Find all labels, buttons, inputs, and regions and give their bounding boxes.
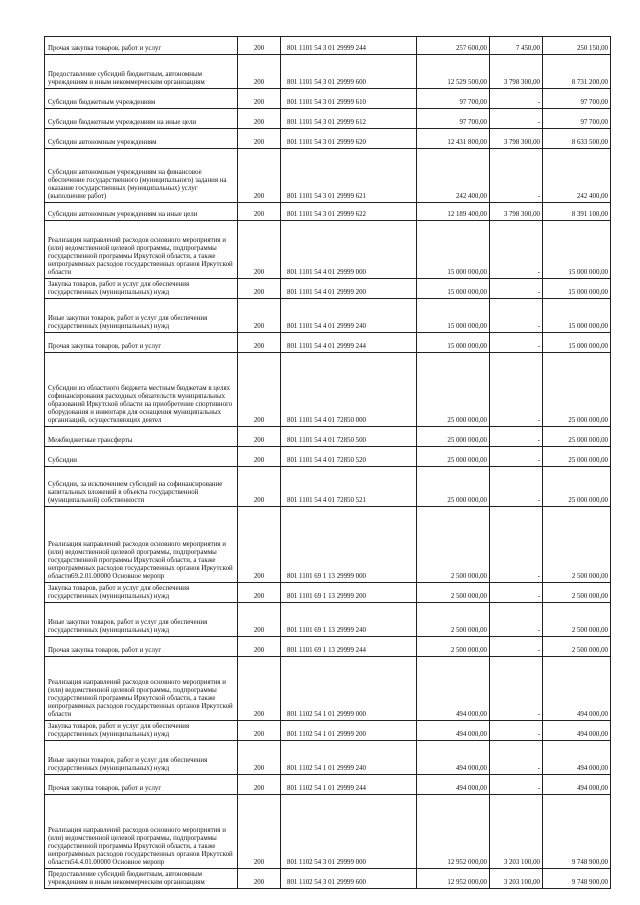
approved-amount: 494 000,00 — [417, 721, 490, 741]
approved-amount: 97 700,00 — [417, 109, 490, 129]
budget-item-name: Реализация направлений расходов основного мероприятия и (или) ведомственной целевой программы, подпрограммы государственной программы Иркутской области, а также непрограммных расходов государственных органов Иркутской области54.4.01.00000 Основное меропр — [45, 795, 238, 869]
table-row — [45, 149, 611, 203]
remaining-amount: 8 633 500,00 — [543, 129, 611, 149]
table-row — [45, 721, 611, 741]
line-code: 200 — [238, 447, 281, 467]
table-row — [45, 657, 611, 721]
approved-amount: 257 600,00 — [417, 37, 490, 55]
approved-amount: 494 000,00 — [417, 741, 490, 775]
budget-classification-code: 801 1101 54 3 01 29999 600 — [281, 55, 417, 89]
line-code: 200 — [238, 299, 281, 333]
table-row — [45, 741, 611, 775]
line-code: 200 — [238, 467, 281, 507]
budget-item-name: Предоставление субсидий бюджетным, автономным учреждениям и иным некоммерческим организациям — [45, 869, 238, 889]
line-code: 200 — [238, 203, 281, 221]
line-code: 200 — [238, 55, 281, 89]
table-row — [45, 55, 611, 89]
executed-amount: - — [490, 657, 543, 721]
approved-amount: 15 000 000,00 — [417, 279, 490, 299]
budget-item-name: Реализация направлений расходов основного мероприятия и (или) ведомственной целевой программы, подпрограммы государственной программы Иркутской области, а также непрограммных расходов государственных органов Иркутской области — [45, 221, 238, 279]
table-row — [45, 299, 611, 333]
budget-item-name: Предоставление субсидий бюджетным, автономным учреждениям и иным некоммерческим организациям — [45, 55, 238, 89]
approved-amount: 2 500 000,00 — [417, 637, 490, 657]
budget-classification-code: 801 1101 54 4 01 29999 200 — [281, 279, 417, 299]
line-code: 200 — [238, 721, 281, 741]
executed-amount: - — [490, 221, 543, 279]
executed-amount: - — [490, 89, 543, 109]
budget-item-name: Субсидии автономным учреждениям — [45, 129, 238, 149]
line-code: 200 — [238, 869, 281, 889]
executed-amount: - — [490, 447, 543, 467]
table-row — [45, 795, 611, 869]
table-row — [45, 129, 611, 149]
remaining-amount: 15 000 000,00 — [543, 221, 611, 279]
budget-table-body — [45, 37, 611, 889]
budget-item-name: Субсидии автономным учреждениям на финансовое обеспечение государственного (муниципального) задания на оказание государственных (муниципальных) услуг (выполнение работ) — [45, 149, 238, 203]
line-code: 200 — [238, 637, 281, 657]
budget-classification-code: 801 1101 69 1 13 29999 000 — [281, 507, 417, 583]
approved-amount: 12 431 800,00 — [417, 129, 490, 149]
approved-amount: 494 000,00 — [417, 775, 490, 795]
remaining-amount: 15 000 000,00 — [543, 279, 611, 299]
remaining-amount: 8 731 200,00 — [543, 55, 611, 89]
executed-amount: 3 203 100,00 — [490, 869, 543, 889]
executed-amount: - — [490, 721, 543, 741]
remaining-amount: 97 700,00 — [543, 89, 611, 109]
remaining-amount: 494 000,00 — [543, 657, 611, 721]
budget-classification-code: 801 1101 54 4 01 72850 500 — [281, 427, 417, 447]
approved-amount: 12 189 400,00 — [417, 203, 490, 221]
approved-amount: 242 400,00 — [417, 149, 490, 203]
table-row — [45, 603, 611, 637]
executed-amount: - — [490, 603, 543, 637]
table-row — [45, 221, 611, 279]
table-row — [45, 467, 611, 507]
executed-amount: - — [490, 427, 543, 447]
executed-amount: 3 798 300,00 — [490, 203, 543, 221]
approved-amount: 12 529 500,00 — [417, 55, 490, 89]
budget-classification-code: 801 1102 54 3 01 29999 600 — [281, 869, 417, 889]
budget-classification-code: 801 1101 54 4 01 72850 000 — [281, 353, 417, 427]
approved-amount: 15 000 000,00 — [417, 333, 490, 353]
budget-item-name: Прочая закупка товаров, работ и услуг — [45, 775, 238, 795]
executed-amount: - — [490, 637, 543, 657]
budget-classification-code: 801 1101 54 4 01 72850 521 — [281, 467, 417, 507]
line-code: 200 — [238, 583, 281, 603]
budget-item-name: Субсидии бюджетным учреждениям — [45, 89, 238, 109]
remaining-amount: 25 000 000,00 — [543, 467, 611, 507]
approved-amount: 12 952 000,00 — [417, 869, 490, 889]
executed-amount: - — [490, 149, 543, 203]
remaining-amount: 8 391 100,00 — [543, 203, 611, 221]
budget-item-name: Субсидии автономным учреждениям на иные цели — [45, 203, 238, 221]
budget-item-name: Закупка товаров, работ и услуг для обеспечения государственных (муниципальных) нужд — [45, 279, 238, 299]
budget-classification-code: 801 1102 54 1 01 29999 240 — [281, 741, 417, 775]
line-code: 200 — [238, 129, 281, 149]
budget-item-name: Межбюджетные трансферты — [45, 427, 238, 447]
budget-item-name: Иные закупки товаров, работ и услуг для обеспечения государственных (муниципальных) нужд — [45, 299, 238, 333]
budget-classification-code: 801 1101 54 3 01 29999 612 — [281, 109, 417, 129]
approved-amount: 2 500 000,00 — [417, 583, 490, 603]
remaining-amount: 2 500 000,00 — [543, 583, 611, 603]
budget-classification-code: 801 1102 54 1 01 29999 200 — [281, 721, 417, 741]
approved-amount: 25 000 000,00 — [417, 447, 490, 467]
line-code: 200 — [238, 89, 281, 109]
executed-amount: - — [490, 299, 543, 333]
budget-item-name: Прочая закупка товаров, работ и услуг — [45, 333, 238, 353]
remaining-amount: 242 400,00 — [543, 149, 611, 203]
line-code: 200 — [238, 353, 281, 427]
budget-classification-code: 801 1101 54 3 01 29999 621 — [281, 149, 417, 203]
executed-amount: 3 798 300,00 — [490, 129, 543, 149]
budget-item-name: Субсидии — [45, 447, 238, 467]
remaining-amount: 250 150,00 — [543, 37, 611, 55]
remaining-amount: 494 000,00 — [543, 741, 611, 775]
budget-classification-code: 801 1101 69 1 13 29999 200 — [281, 583, 417, 603]
budget-item-name: Иные закупки товаров, работ и услуг для обеспечения государственных (муниципальных) нужд — [45, 741, 238, 775]
budget-classification-code: 801 1101 54 4 01 29999 244 — [281, 333, 417, 353]
executed-amount: - — [490, 353, 543, 427]
budget-classification-code: 801 1101 54 4 01 29999 000 — [281, 221, 417, 279]
budget-item-name: Субсидии из областного бюджета местным бюджетам в целях софинансирования расходных обязательств муниципальных образований Иркутской области на приобретение спортивного оборудования и инвентаря для оснащения муниципальных организаций, осуществляющих деятел — [45, 353, 238, 427]
budget-classification-code: 801 1101 54 3 01 29999 622 — [281, 203, 417, 221]
budget-item-name: Субсидии бюджетным учреждениям на иные цели — [45, 109, 238, 129]
table-row — [45, 583, 611, 603]
table-row — [45, 109, 611, 129]
remaining-amount: 494 000,00 — [543, 775, 611, 795]
budget-classification-code: 801 1101 54 3 01 29999 244 — [281, 37, 417, 55]
remaining-amount: 2 500 000,00 — [543, 507, 611, 583]
executed-amount: 3 203 100,00 — [490, 795, 543, 869]
executed-amount: - — [490, 467, 543, 507]
remaining-amount: 494 000,00 — [543, 721, 611, 741]
table-row — [45, 447, 611, 467]
budget-classification-code: 801 1101 54 3 01 29999 620 — [281, 129, 417, 149]
budget-classification-code: 801 1102 54 1 01 29999 244 — [281, 775, 417, 795]
table-row — [45, 353, 611, 427]
remaining-amount: 2 500 000,00 — [543, 637, 611, 657]
line-code: 200 — [238, 775, 281, 795]
budget-classification-code: 801 1101 54 4 01 29999 240 — [281, 299, 417, 333]
executed-amount: - — [490, 741, 543, 775]
table-row — [45, 869, 611, 889]
remaining-amount: 25 000 000,00 — [543, 427, 611, 447]
approved-amount: 2 500 000,00 — [417, 603, 490, 637]
budget-item-name: Закупка товаров, работ и услуг для обеспечения государственных (муниципальных) нужд — [45, 721, 238, 741]
budget-classification-code: 801 1101 69 1 13 29999 240 — [281, 603, 417, 637]
remaining-amount: 25 000 000,00 — [543, 447, 611, 467]
approved-amount: 15 000 000,00 — [417, 299, 490, 333]
budget-classification-code: 801 1101 54 3 01 29999 610 — [281, 89, 417, 109]
table-row — [45, 637, 611, 657]
approved-amount: 15 000 000,00 — [417, 221, 490, 279]
approved-amount: 12 952 000,00 — [417, 795, 490, 869]
line-code: 200 — [238, 741, 281, 775]
line-code: 200 — [238, 507, 281, 583]
budget-document-page — [44, 36, 610, 889]
approved-amount: 25 000 000,00 — [417, 467, 490, 507]
executed-amount: - — [490, 775, 543, 795]
executed-amount: 7 450,00 — [490, 37, 543, 55]
remaining-amount: 97 700,00 — [543, 109, 611, 129]
approved-amount: 97 700,00 — [417, 89, 490, 109]
remaining-amount: 15 000 000,00 — [543, 333, 611, 353]
table-row — [45, 279, 611, 299]
budget-classification-code: 801 1101 69 1 13 29999 244 — [281, 637, 417, 657]
budget-classification-code: 801 1101 54 4 01 72850 520 — [281, 447, 417, 467]
budget-item-name: Прочая закупка товаров, работ и услуг — [45, 37, 238, 55]
remaining-amount: 2 500 000,00 — [543, 603, 611, 637]
table-row — [45, 203, 611, 221]
executed-amount: - — [490, 279, 543, 299]
line-code: 200 — [238, 427, 281, 447]
budget-classification-code: 801 1102 54 1 01 29999 000 — [281, 657, 417, 721]
table-row — [45, 427, 611, 447]
line-code: 200 — [238, 279, 281, 299]
approved-amount: 25 000 000,00 — [417, 427, 490, 447]
executed-amount: - — [490, 583, 543, 603]
budget-item-name: Субсидии, за исключением субсидий на софинансирование капитальных вложений в объекты государственной (муниципальной) собственности — [45, 467, 238, 507]
line-code: 200 — [238, 603, 281, 637]
line-code: 200 — [238, 149, 281, 203]
approved-amount: 494 000,00 — [417, 657, 490, 721]
budget-item-name: Закупка товаров, работ и услуг для обеспечения государственных (муниципальных) нужд — [45, 583, 238, 603]
line-code: 200 — [238, 221, 281, 279]
line-code: 200 — [238, 657, 281, 721]
table-row — [45, 333, 611, 353]
budget-classification-code: 801 1102 54 3 01 29999 000 — [281, 795, 417, 869]
remaining-amount: 9 748 900,00 — [543, 869, 611, 889]
remaining-amount: 15 000 000,00 — [543, 299, 611, 333]
executed-amount: 3 798 300,00 — [490, 55, 543, 89]
executed-amount: - — [490, 109, 543, 129]
approved-amount: 25 000 000,00 — [417, 353, 490, 427]
remaining-amount: 25 000 000,00 — [543, 353, 611, 427]
executed-amount: - — [490, 333, 543, 353]
executed-amount: - — [490, 507, 543, 583]
budget-item-name: Реализация направлений расходов основного мероприятия и (или) ведомственной целевой программы, подпрограммы государственной программы Иркутской области, а также непрограммных расходов государственных органов Иркутской области — [45, 657, 238, 721]
line-code: 200 — [238, 795, 281, 869]
budget-item-name: Реализация направлений расходов основного мероприятия и (или) ведомственной целевой программы, подпрограммы государственной программы Иркутской области, а также непрограммных расходов государственных органов Иркутской области69.2.01.00000 Основное меропр — [45, 507, 238, 583]
budget-item-name: Прочая закупка товаров, работ и услуг — [45, 637, 238, 657]
line-code: 200 — [238, 37, 281, 55]
line-code: 200 — [238, 333, 281, 353]
table-row — [45, 37, 611, 55]
table-row — [45, 507, 611, 583]
line-code: 200 — [238, 109, 281, 129]
budget-item-name: Иные закупки товаров, работ и услуг для обеспечения государственных (муниципальных) нужд — [45, 603, 238, 637]
remaining-amount: 9 748 900,00 — [543, 795, 611, 869]
table-row — [45, 775, 611, 795]
budget-table — [44, 36, 611, 889]
approved-amount: 2 500 000,00 — [417, 507, 490, 583]
table-row — [45, 89, 611, 109]
